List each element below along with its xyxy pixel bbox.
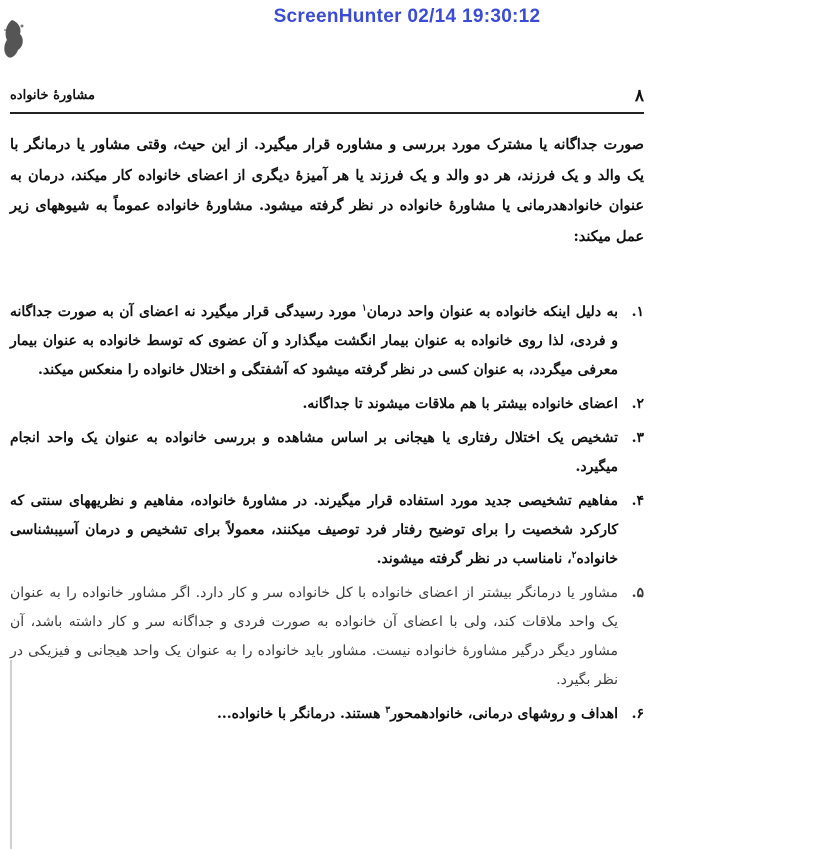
book-page <box>10 86 644 849</box>
list-item <box>10 700 644 729</box>
footnote-marker: ۳ <box>385 705 391 716</box>
list-item <box>10 579 644 695</box>
item-text: مشاور یا درمانگر بیشتر از اعضای خانواده با کل خانواده سر و کار دارد. اگر مشاور خانواده را به عنوان یک واحد ملاقات کند، ولی با اعضای آن خانواده به صورت فردی و جداگانه سر و کار داشته باشد، آن مشاور دیگر درگیر مشاورهٔ خانواده نیست. مشاور باید خانواده را به عنوان یک واحد هیجانی و فیزیکی در نظر بگیرد. <box>10 585 618 688</box>
item-text: اهداف و روشهای درمانی، خانوادهمحور <box>390 706 618 722</box>
list-item <box>10 390 644 419</box>
ink-smudge <box>2 18 26 62</box>
item-text: مورد رسیدگی قرار میگیرد نه اعضای آن به صورت جداگانه و فردی، لذا روی خانواده به عنوان بیمار انگشت میگذارد و آن عضوی که توسط خانواده به عنوان بیمار معرفی میگردد، به عنوان کسی در نظر گرفته میشود که آشفتگی و اختلال خانواده را منعکس میکند. <box>10 304 618 378</box>
footnote-marker: ۲ <box>571 550 577 561</box>
item-text: به دلیل اینکه خانواده به عنوان واحد درمان <box>366 304 618 320</box>
numbered-list <box>10 298 644 734</box>
item-text: ، نامناسب در نظر گرفته میشوند. <box>376 551 572 567</box>
intro-paragraph: صورت جداگانه یا مشترک مورد بررسی و مشاوره قرار میگیرد. از این حیث، وقتی مشاور یا درمانگر با یک والد و یک فرزند، هر دو والد و یک فرزند یا هر آمیزهٔ دیگری از اعضای خانواده کار میکند، درمان به عنوان خانوادهدرمانی یا مشاورهٔ خانواده در نظر گرفته میشود. مشاورهٔ خانواده عموماً به شیوههای زیر عمل میکند: <box>10 136 644 245</box>
item-number: ۴. <box>631 493 644 509</box>
item-text: هستند. درمانگر با خانواده... <box>216 706 386 722</box>
item-text: تشخیص یک اختلال رفتاری یا هیجانی بر اساس مشاهده و بررسی خانواده به عنوان یک واحد انجام میگیرد. <box>10 430 618 475</box>
item-number: ۱. <box>631 304 644 320</box>
item-number: ۶. <box>631 706 644 722</box>
running-title: مشاورهٔ خانواده <box>10 88 95 103</box>
footnote-marker: ۱ <box>361 303 367 314</box>
page-header <box>10 86 644 114</box>
item-number: ۲. <box>631 396 644 412</box>
item-text: مفاهیم تشخیصی جدید مورد استفاده قرار میگیرند. در مشاورهٔ خانواده، مفاهیم و نظریههای سنتی که کارکرد شخصیت را برای توضیح رفتار فرد توصیف میکنند، معمولاً برای تشخیص و درمان آسیبشناسی خانواده <box>10 493 618 567</box>
screen-capture-label: ScreenHunter 02/14 19:30:12 <box>273 6 541 27</box>
list-item <box>10 424 644 482</box>
list-item <box>10 298 644 385</box>
page-number: ۸ <box>634 86 644 106</box>
item-number: ۵. <box>631 585 644 601</box>
item-number: ۳. <box>631 430 644 446</box>
page-edge-shadow <box>10 660 12 849</box>
list-item <box>10 487 644 574</box>
item-text: اعضای خانواده بیشتر با هم ملاقات میشوند تا جداگانه. <box>302 396 618 412</box>
